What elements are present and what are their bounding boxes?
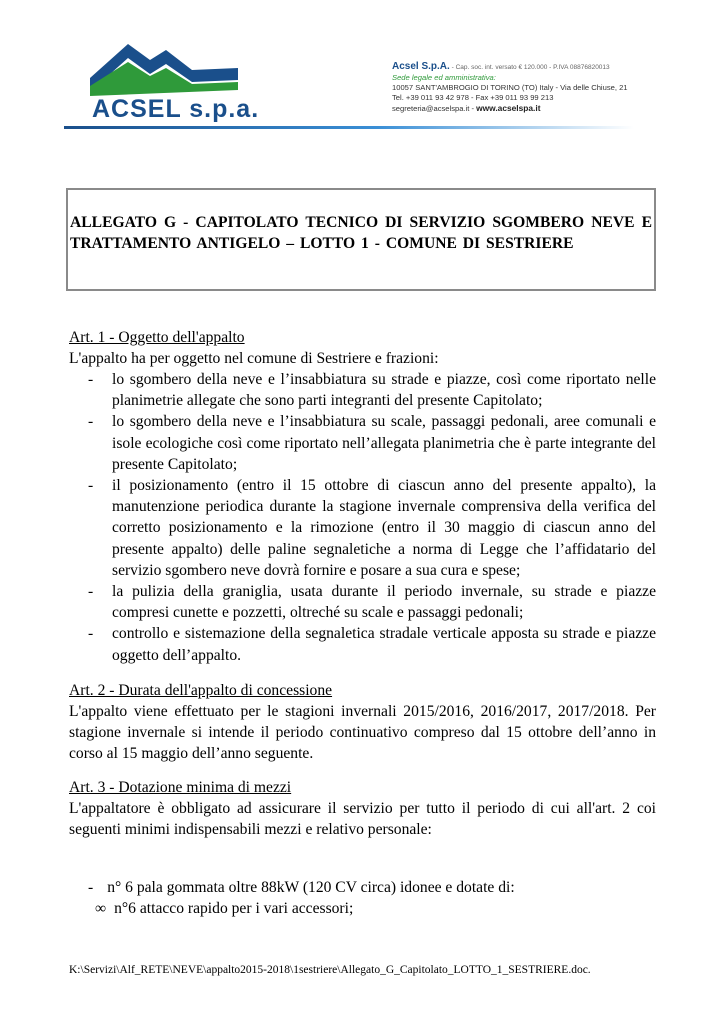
art3-subitem: ∞ n°6 attacco rapido per i vari accessori; xyxy=(95,900,354,917)
list-item: - lo sgombero della neve e l’insabbiatura su strade e piazze, così come riportato nelle planimetrie allegate che sono parti integranti del presente Capitolato; xyxy=(88,371,656,410)
document-title: ALLEGATO G - CAPITOLATO TECNICO DI SERVIZIO SGOMBERO NEVE E TRATTAMENTO ANTIGELO – LOTTO 1 - COMUNE DI SESTRIERE xyxy=(70,214,652,252)
sede-label: Sede legale ed amministrativa: xyxy=(392,73,496,82)
mountains-logo-icon xyxy=(88,40,248,100)
company-info xyxy=(392,62,628,114)
company-address: 10057 SANT'AMBROGIO DI TORINO (TO) Italy - Via delle Chiuse, 21 xyxy=(392,83,628,92)
company-email: segreteria@acselspa.it - xyxy=(392,104,477,113)
company-phone: Tel. +39 011 93 42 978 - Fax +39 011 93 99 213 xyxy=(392,93,554,102)
art1-heading: Art. 1 - Oggetto dell'appalto xyxy=(69,329,245,346)
art1-intro: L'appalto ha per oggetto nel comune di Sestriere e frazioni: xyxy=(69,350,439,367)
art3-item: - n° 6 pala gommata oltre 88kW (120 CV circa) idonee e dotate di: xyxy=(88,879,515,896)
art1-list xyxy=(88,369,656,666)
company-capital: - Cap. soc. int. versato € 120.000 - P.IVA 08876820013 xyxy=(449,64,610,71)
file-path-footer: K:\Servizi\Alf_RETE\NEVE\appalto2015-2018\1sestriere\Allegato_G_Capitolato_LOTTO_1_SESTRIERE.doc. xyxy=(69,964,591,976)
header-divider xyxy=(64,126,634,129)
list-item: - il posizionamento (entro il 15 ottobre di ciascun anno del presente appalto), la manutenzione periodica durante la stagione invernale comprensiva della verifica del corretto posizionamento e la rimozione (entro il 30 maggio di ciascun anno del presente appalto) delle paline segnaletiche a norma di Legge che l’affidatario del servizio sgombero neve dovrà fornire e posare a sua cura e spese; xyxy=(88,477,656,579)
list-item: - controllo e sistemazione della segnaletica stradale verticale apposta su strade e piazze oggetto dell’appalto. xyxy=(88,625,656,664)
company-name: Acsel S.p.A. xyxy=(392,61,450,72)
logo-wordmark: ACSEL s.p.a. xyxy=(92,95,260,123)
title-box xyxy=(66,188,656,291)
list-item: - la pulizia della graniglia, usata durante il periodo invernale, su strade e piazze compresi cunette e pozzetti, oltreché su scale e passaggi pedonali; xyxy=(88,583,656,622)
company-website[interactable]: www.acselspa.it xyxy=(476,103,541,113)
art2-heading: Art. 2 - Durata dell'appalto di concessione xyxy=(69,682,333,699)
letterhead xyxy=(0,0,724,140)
art3-text: L'appaltatore è obbligato ad assicurare il servizio per tutto il periodo di cui all'art. 2 coi seguenti minimi indispensabili mezzi e relativo personale: xyxy=(69,800,656,839)
art2-text: L'appalto viene effettuato per le stagioni invernali 2015/2016, 2016/2017, 2017/2018. Per stagione invernale si intende il periodo continuativo compreso dal 15 ottobre dell’anno in corso al 15 maggio dell’anno seguente. xyxy=(69,703,656,763)
acsel-logo xyxy=(88,40,260,130)
art3-heading: Art. 3 - Dotazione minima di mezzi xyxy=(69,779,292,796)
infinity-bullet-icon: ∞ xyxy=(95,900,107,917)
list-item: - lo sgombero della neve e l’insabbiatura su scale, passaggi pedonali, aree comunali e isole ecologiche così come riportato nell’allegata planimetria che è parte integrante del presente Capitolato; xyxy=(88,413,656,473)
